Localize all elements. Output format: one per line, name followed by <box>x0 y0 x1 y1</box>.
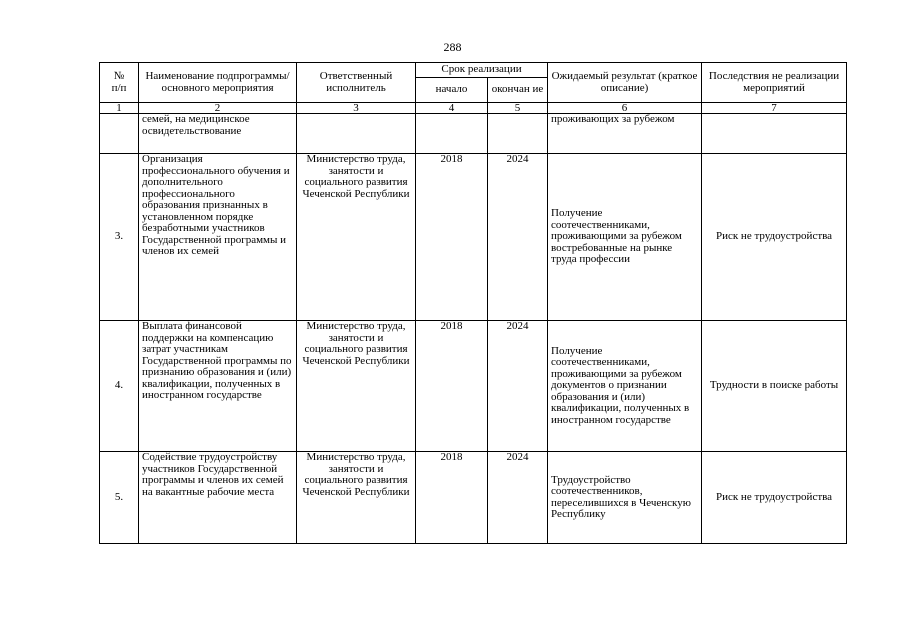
row-num: 4. <box>100 321 139 452</box>
table-row <box>100 321 847 452</box>
header-num: № п/п <box>100 63 139 103</box>
row-start <box>416 114 488 154</box>
table-row <box>100 114 847 154</box>
row-start: 2018 <box>416 154 488 321</box>
column-number: 6 <box>548 103 702 114</box>
header-end: окончан ие <box>488 78 548 103</box>
column-number-row <box>100 103 847 114</box>
row-name: семей, на медицинское освидетельствование <box>139 114 297 154</box>
page-number: 288 <box>443 40 462 54</box>
row-end <box>488 114 548 154</box>
row-name: Содействие трудоустройству участников Государственной программы и членов их семей на вакантные рабочие места <box>139 452 297 544</box>
column-number: 4 <box>416 103 488 114</box>
row-num: 3. <box>100 154 139 321</box>
row-executor: Министерство труда, занятости и социального развития Чеченской Республики <box>297 321 416 452</box>
row-end: 2024 <box>488 154 548 321</box>
table-row <box>100 452 847 544</box>
row-result: Трудоустройство соотечественников, переселившихся в Чеченскую Республику <box>548 452 702 544</box>
measures-table <box>99 62 847 544</box>
header-start: начало <box>416 78 488 103</box>
header-consequences: Последствия не реализации мероприятий <box>702 63 847 103</box>
row-result: Получение соотечественниками, проживающими за рубежом востребованные на рынке труда профессии <box>548 154 702 321</box>
table-row <box>100 154 847 321</box>
row-executor <box>297 114 416 154</box>
column-number: 3 <box>297 103 416 114</box>
row-result: Получение соотечественниками, проживающими за рубежом документов о признании образования и (или) квалификации, полученных в иностранном государстве <box>548 321 702 452</box>
header-period: Срок реализации <box>416 63 548 78</box>
row-consequence: Риск не трудоустройства <box>702 452 847 544</box>
header-name: Наименование подпрограммы/ основного мероприятия <box>139 63 297 103</box>
row-result: проживающих за рубежом <box>548 114 702 154</box>
row-name: Организация профессионального обучения и дополнительного профессионального образования признанных в установленном порядке безработными участников Государственной программы и членов их семей <box>139 154 297 321</box>
column-number: 1 <box>100 103 139 114</box>
column-number: 2 <box>139 103 297 114</box>
row-name: Выплата финансовой поддержки на компенсацию затрат участникам Государственной программы по признанию образования и (или) квалификации, полученных в иностранном государстве <box>139 321 297 452</box>
column-number: 5 <box>488 103 548 114</box>
row-executor: Министерство труда, занятости и социального развития Чеченской Республики <box>297 452 416 544</box>
row-start: 2018 <box>416 321 488 452</box>
column-number: 7 <box>702 103 847 114</box>
header-executor: Ответственный исполнитель <box>297 63 416 103</box>
row-consequence: Трудности в поиске работы <box>702 321 847 452</box>
row-consequence <box>702 114 847 154</box>
row-end: 2024 <box>488 321 548 452</box>
row-end: 2024 <box>488 452 548 544</box>
row-num <box>100 114 139 154</box>
header-result: Ожидаемый результат (краткое описание) <box>548 63 702 103</box>
row-executor: Министерство труда, занятости и социального развития Чеченской Республики <box>297 154 416 321</box>
row-consequence: Риск не трудоустройства <box>702 154 847 321</box>
row-start: 2018 <box>416 452 488 544</box>
row-num: 5. <box>100 452 139 544</box>
